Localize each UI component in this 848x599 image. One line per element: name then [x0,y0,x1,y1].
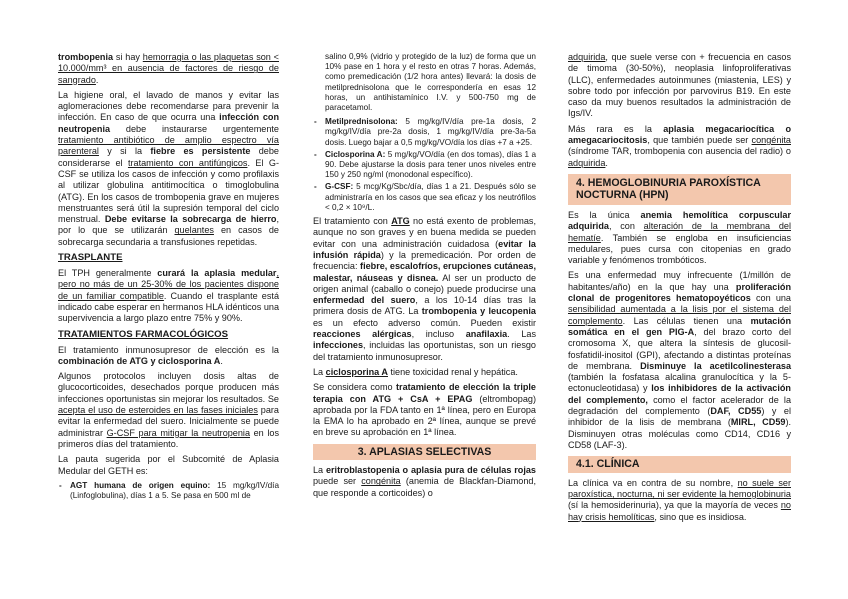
text-bold-underlined: ciclosporina A [325,366,388,377]
section-heading-clinica: 4.1. CLÍNICA [568,456,791,473]
text: Es la única [568,209,641,220]
text: no está exento de problemas, aunque no son graves y en buena medida se pueden evitar con una administración cuidadosa ( [313,216,536,249]
text: 15 mg/kg/IV/día (Linfoglobulina), días 1 a 5. Se pasa en 500 ml de [70,480,279,500]
text-bold: mutación somática en el gen PIG-A [568,315,791,337]
text: y si la [98,146,151,157]
text: . El G-CSF se utiliza los casos de infección y como profilaxis al utilizar globulina antitimocítica o timoglobulina (ATG). En los casos de trombopenia grave en mujeres menstruantes será útil la supresión temporal del ciclo menstrual. [58,157,279,225]
text: para evitar la enfermedad del suero. Inicialmente se puede administrar [58,405,279,438]
text-underlined: adquirida [568,157,606,168]
paragraph-trombopenia [58,52,279,86]
text-bold: anafilaxia [465,329,508,340]
text: si hay [113,52,143,62]
text: debe considerarse el [58,146,279,168]
list-item-metilprednisolona [313,117,536,148]
paragraph-enfermedad-infrecuente [568,270,791,451]
text-bold: DAF, CD55 [710,406,762,417]
text: en casos de sobrecarga secundaria a transfusiones repetidas. [58,225,279,247]
text-underlined: acepta el uso de esteroides en las fases iniciales [58,405,258,416]
text: . [220,355,223,366]
text-underlined: , pero no más de un 25-30% de los pacientes dispone de un familiar compatible [58,268,279,301]
text-underlined: tratamiento antibiótico de amplio espectro vía parenteral [58,135,279,157]
list-item-agt [58,481,279,501]
text: . Las células tienen una [622,315,751,326]
text: puede ser [313,476,362,487]
text-bold: Ciclosporina A: [325,149,386,159]
text: El tratamiento inmunosupresor de elección es la [58,344,279,355]
text-underlined: adquirida [568,52,606,62]
text: 5 mg/kg/IV/día pre-1a dosis, 2 mg/kg/IV/día pre-2a dosis, 1 mg/kg/IV/día pre-3a-5a dosis. Luego bajar a 0,5 mg/kg/VO/día los días +7 a +25. [325,117,536,147]
text: La higiene oral, el lavado de manos y evitar las aglomeraciones debe recomendarse para prevenir la infección. En caso de que ocurra una [58,89,279,123]
text: tiene toxicidad renal y hepática. [387,366,518,377]
text: , incluso [411,329,466,340]
text: (síndrome TAR, trombopenia con ausencia del radio) o [568,146,791,157]
text: con una [750,293,791,304]
paragraph-ciclosporina-toxicidad [313,367,536,378]
column-3 [568,52,791,527]
text: debe instaurarse urgentemente [110,123,279,134]
text-bold: infecciones [313,340,364,351]
text-bold: MIRL, CD59 [730,417,786,428]
heading-tratamientos-farmacologicos: TRATAMIENTOS FARMACOLÓGICOS [58,328,229,340]
text: . Las [507,329,537,340]
text-underlined: quelantes [174,225,214,236]
text-bold: AGT humana de origen equino: [70,480,211,490]
text-bold: Metilprednisolona: [325,117,398,127]
text: (anemia de Blackfan-Diamond, que responde a corticoides) o [313,476,536,498]
paragraph-agt-continuation: salino 0,9% (vidrio y protegido de la luz) de forma que un 10% pase en 1 hora y el resto en otras 7 horas. Además, como premedicación (1/2 hora antes) llevará: la dosis de metilprednisolona que le correspondería en esas 12 horas, un antihistamínico I.V. y 500-750 mg de paracetamol. [325,52,536,113]
text-bold: trombopenia [58,52,114,62]
text: , que suele verse con + frecuencia en casos de timoma (30-50%), neoplasia linfoproliferativas (LLC), enfermedades autoinmunes (miastenia, LES) y sobre todo por infección por parvovirus B19. En este caso da muy buenos resultados la administración de Igs/IV. [568,52,791,119]
text-bold: curará la aplasia medular [157,268,277,279]
paragraph-triple-terapia [313,382,536,438]
text: . Cuando el trasplante está indicado cabe esperar en hermanos HLA idénticos una supervivencia a largo plazo entre 75% y 90%. [58,290,279,324]
text: (eltrombopag) aprobada por la FDA tanto en 1ª línea, pero en Europa la EMA lo ha aprobado en 2ª línea, aunque se prevé en breve su aprobación en 1ª línea. [313,393,536,438]
paragraph-megacariocitica [568,124,791,169]
text-bold: reacciones alérgicas [313,329,412,340]
text: 5 mg/kg/VO/día (en dos tomas), días 1 a 90. Debe ajustarse la dosis para tener unos niveles entre 150 y 250 ng/ml (monodonal específico). [325,149,536,180]
paragraph-pauta: La pauta sugerida por el Subcomité de Aplasia Medular del GETH es: [58,454,279,476]
paragraph-inmunosupresor [58,345,279,368]
text-underlined: alteración de la membrana del hematíe [568,221,791,243]
text: , del brazo corto del cromosoma X, que altera la síntesis de glucosil-fosfatidil-inositol (GPI), afectando a distintas proteínas de membrana. [568,326,791,371]
text-bold: trombopenia y leucopenia [421,306,536,317]
text-bold: eritroblastopenia o aplasia pura de células rojas [325,465,536,476]
paragraph-higiene [58,90,279,248]
text-underlined: G-CSF para mitigar la neutropenia [106,427,250,438]
text: El TPH generalmente [58,268,158,279]
text-underlined: no suele ser paroxística, nocturna, ni ser evidente la hemoglobinuria [568,477,791,499]
text-bold: infección con neutropenia [58,112,279,134]
text-underlined: tratamiento con antifúngicos [127,157,248,168]
text: , por lo que se utilizarán [58,214,280,236]
section-heading-aplasias-selectivas: 3. APLASIAS SELECTIVAS [313,444,536,461]
text: , con [608,221,644,232]
text-bold: enfermedad del suero [313,295,416,306]
paragraph-tph [58,268,279,324]
text: La [313,465,326,476]
dose-list [58,481,279,501]
heading-trasplante: TRASPLANTE [58,252,123,264]
text: , que también puede ser [647,135,752,146]
text: ). Disminuyen otras moléculas como CD14, CD16 y CD58 (LAF-3). [568,417,791,450]
list-item-ciclosporina [313,150,536,181]
text-underlined: sensibilidad aumentada a la lisis por el sistema del complemento [568,304,791,326]
text-bold: fiebre es persistente [150,146,251,157]
text: , sino que es insidiosa. [654,511,747,522]
text-underlined: no hay crisis hemolíticas [568,500,791,522]
text-bold: tratamiento de elección la triple terapia con ATG + CsA + EPAG [313,382,536,404]
text-bold: combinación de ATG y ciclosporina A [58,355,221,366]
text-bold: fiebre, escalofríos, erupciones cutáneas, malestar, náuseas y disnea. [313,261,536,283]
paragraph-protocolos [58,371,279,450]
list-item-gcsf [313,182,536,213]
text-underlined: congénita [361,476,401,487]
text: La clínica va en contra de su nombre, [568,477,738,488]
text-bold: anemia hemolítica corpuscular adquirida [568,209,791,232]
column-2 [313,52,536,503]
paragraph-clinica [568,478,791,523]
paragraph-adquirida [568,52,791,120]
text: La [313,366,326,377]
paragraph-anemia-hemolitica [568,210,791,266]
text: , incluidas las oportunistas, son un riesgo del tratamiento inmunosupresor. [313,340,536,362]
text-bold: G-CSF: [325,182,354,192]
text: Se considera como [313,382,397,393]
text: ) y la premedicación. Por orden de frecuencia: [313,249,536,272]
text-bold: los inhibidores de la activación del complemento, [568,383,791,405]
text: en los primeros días del tratamiento. [58,427,279,449]
text: Más rara es la [568,123,664,134]
text: El tratamiento con [313,216,392,227]
text-bold-underlined: ATG [391,216,410,227]
dose-list-continued [313,117,536,213]
text-bold: evitar la infusión rápida [313,238,536,260]
text: como el factor acelerador de la degradación del complemento ( [568,394,791,417]
text: Algunos protocolos incluyen dosis altas de glucocorticoides, desechados porque producen más infecciones oportunistas sin mejorar los resultados. Se [58,371,279,404]
text: (también la fosfatasa alcalina granulocítica y la 5-ectonucleotidasa) y [568,372,791,394]
text: Es una enfermedad muy infrecuente (1/millón de habitantes/año) en la que hay una [568,270,791,292]
text: . [605,157,608,168]
text-bold: Debe evitarse la sobrecarga de hierro [104,214,277,225]
text: . [95,74,99,85]
text: . También se engloba en insuficiencias medulares, pues cursa con citopenias en grado variable y fenómenos trombóticos. [568,232,791,266]
text: es un efecto adverso común. Pueden existir [313,317,536,328]
text: Al ser un producto de origen animal (caballo o conejo) puede producirse una [313,272,536,294]
text-bold: Disminuye la acetilcolinesterasa [640,360,791,371]
text-bold: aplasia megacariocítica o amegacariocitosis [568,123,791,146]
text: (sí la hemosiderinuria), ya que la mayoría de veces [568,500,781,511]
text: ) y el inhibidor de la lisis de membrana ( [568,406,791,428]
paragraph-atg-problemas [313,216,536,363]
text-bold: proliferación clonal de progenitores hematopoyéticos [568,281,791,304]
section-heading-hpn: 4. HEMOGLOBINURIA PAROXÍSTICA NOCTURNA (HPN) [568,174,791,205]
column-1 [58,52,279,504]
text: , a los 10-14 días tras la primera dosis de ATG. La [313,295,536,317]
text: 5 mcg/Kg/Sbc/día, días 1 a 21. Después sólo se administraría en los casos que sea eficaz y los neutrófilos < 0,2 × 10⁹/L. [325,182,536,212]
text-underlined: congénita [751,135,791,146]
text-underlined: hemorragia o las plaquetas son < 10.000/mm³ en ausencia de factores de riesgo de sangrado [58,52,279,85]
paragraph-eritroblastopenia [313,465,536,499]
